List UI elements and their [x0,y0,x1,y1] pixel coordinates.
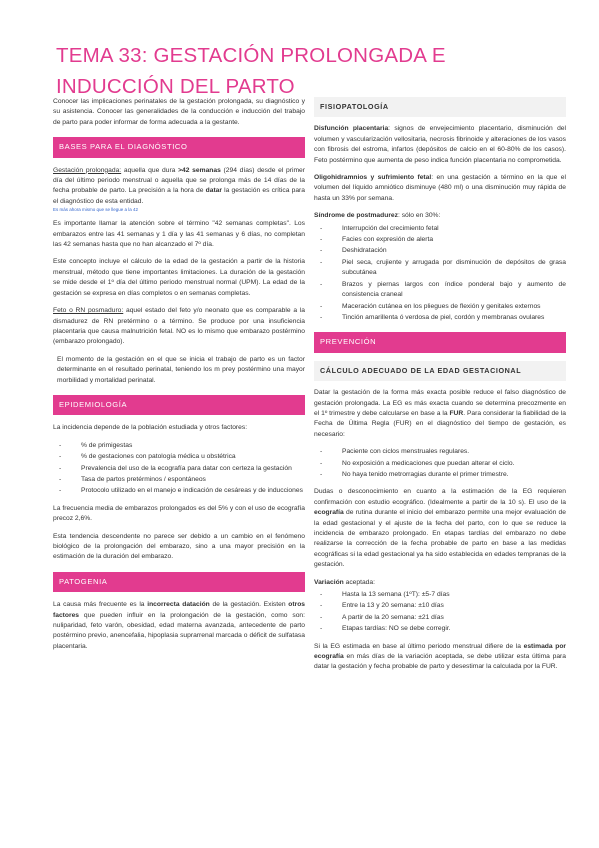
list-item: - A partir de la 20 semana: ±21 días [314,613,566,623]
patogenia-paragraph [53,600,305,652]
variacion-list [314,590,566,635]
bold-span: datar [205,187,222,195]
variacion-label [314,578,566,588]
prevencion-p1 [314,388,566,440]
list-item: - Etapas tardías: NO se debe corregir. [314,624,566,634]
section-header-prevencion: PREVENCIÓN [314,332,566,352]
text-span: Dudas o desconocimiento en cuanto a la estimación de la EG requieren confirmación con estudio ecográfico. (Idealmente a partir de la 10 s). El uso de la [314,488,566,506]
text-span: de rutina durante el inicio del embarazo permite una mejor evaluación de la edad gestacional y el ajuste de la fecha del parto, con lo que se reduce la incidencia de embarazo prolongado. En etapas tardías del embarazo no debe realizarse la corrección de la fecha probable de parto en base a las medidas ecográficas si la edad gestacional ya ha sido establecida en edades tempranas de la gestación. [314,509,566,569]
section-header-fisiopatologia: FISIOPATOLOGÍA [314,97,566,117]
text-span: aquel estado del feto y/o neonato que es comparable a la dismadurez de RN pretérmino o a término. Se produce por una insuficiencia placentaria que causa malnutrición fetal. NO es lo mismo que embarazo postérmino (embarazo prolongado). [53,307,305,346]
intro-paragraph: Conocer las implicaciones perinatales de la gestación prolongada, su diagnóstico y su asistencia. Conocer las generalidades de la conducción e inducción del trabajo de parto para poder informar de forma adecuada a la gestante. [53,98,305,126]
list-item: - Brazos y piernas largos con índice ponderal bajo y aumento de consistencia craneal [314,280,566,301]
list-item: - % de gestaciones con patología médica u obstétrica [53,452,305,462]
text-span: Si la EG estimada en base al último periodo menstrual difiere de la [314,642,524,650]
bold-span: Variación [314,578,344,586]
list-item: - Hasta la 13 semana (1ºT): ±5-7 días [314,590,566,600]
right-column [314,97,566,680]
diagnostico-p5: El momento de la gestación en el que se inicia el trabajo de parto es un factor determinante en el resultado perinatal, teniendo los m prey postérmino una mayor morbilidad y mortalidad perinatal. [57,355,305,384]
epidemiologia-p2: La frecuencia media de embarazos prolongados es del 5% y con el uso de ecografía precoz 2,6%. [53,504,305,523]
text-span: en más días de la variación aceptada, se debe utilizar esta última para datar la gestación y fecha probable de parto y desestimar la calculada por la FUR. [314,653,566,671]
left-column [53,97,305,659]
bold-span: otros factores [53,601,305,619]
list-item: - Protocolo utilizado en el manejo e indicación de cesáreas y de inducciones [53,486,305,496]
term-feto-posmaduro: Feto o RN posmaduro: [53,307,124,315]
diagnostico-p3: Este concepto incluye el cálculo de la edad de la gestación a partir de la historia menstrual, método que tiene importantes limitaciones. La duración de la gestación se mide desde el 1º día del último periodo menstrual normal (UPM). La edad de la gestación se expresa en días completos o en semanas completas. [53,258,305,297]
list-item: - Paciente con ciclos menstruales regulares. [314,447,566,457]
prevencion-p2 [314,487,566,570]
list-item: - Piel seca, crujiente y arrugada por disminución de depósitos de grasa subcutánea [314,258,566,279]
term-gestacion-prolongada: Gestación prolongada: [53,166,122,174]
text-span: La causa más frecuente es la [53,601,148,609]
bold-span: Síndrome de postmadurez [314,212,398,220]
diagnostico-p2: Es importante llamar la atención sobre el término "42 semanas completas". Los embarazos entre las 41 semanas y 1 día y las 41 semanas y 6 días, no completan las 42 semanas hasta que no han alcanzado el 7º día. [53,220,305,249]
list-item: - Entre la 13 y 20 semana: ±10 días [314,601,566,611]
postmadurez-list [314,224,566,324]
section-header-patogenia: PATOGENIA [53,572,305,592]
text-span: : en una gestación a término en la que el volumen del líquido amniótico disminuye (480 ml) o una disminución muy rápida de hasta un 33% por semana. [314,174,566,202]
epidemiologia-p1: La incidencia depende de la población estudiada y otros factores: [53,424,248,432]
list-item: - No exposición a medicaciones que puedan alterar el ciclo. [314,459,566,469]
epidemiologia-p3: Esta tendencia descendente no parece ser debido a un cambio en el fenómeno biológico de la prolongación del embarazo, sino a una mayor precisión en la estimación de la duración del embarazo. [53,532,305,561]
list-item: - Deshidratación [314,246,566,256]
diagnostico-p4 [53,306,305,348]
text-span: que pueden influir en la prolongación de la gestación, como son: nuliparidad, feto varón, obesidad, edad materna avanzada, antecedente de parto postérmino previo, anencefalia, hipoplasia suprarrenal marcada o déficit de sulfatasa placentaria. [53,611,305,650]
bold-span: FUR [449,409,464,417]
list-item: - No haya tenido metrorragias durante el primer trimestre. [314,470,566,480]
bold-span: >42 semanas [178,166,221,174]
list-item: - % de primigestas [53,441,305,451]
epidemiologia-list [53,441,305,497]
page-title: TEMA 33: GESTACIÓN PROLONGADA E INDUCCIÓN DEL PARTO [56,44,446,98]
section-header-epidemiologia: EPIDEMIOLOGÍA [53,395,305,415]
fisiopatologia-p3 [314,211,566,221]
list-item: - Facies con expresión de alerta [314,235,566,245]
fisiopatologia-p2 [314,173,566,204]
text-span: la gestación es crítica para el diagnóstico de esta entidad. [53,187,305,205]
text-span: (294 días) desde el primer día del último periodo menstrual o aquella que se prolonga más de 14 días de la fecha probable de parto. La precisión a la hora de [53,166,305,195]
handwritten-note: Es más ahora mismo que se llegue a la 42 [53,207,139,213]
subheader-calculo-eg: CÁLCULO ADECUADO DE LA EDAD GESTACIONAL [314,361,566,381]
fisiopatologia-p1 [314,124,566,166]
bold-span: ecografía [314,509,344,517]
list-item: - Prevalencia del uso de la ecografía para datar con certeza la gestación [53,464,305,474]
text-span: Datar la gestación de la forma más exacta posible reduce el falso diagnóstico de gestación prolongada. La EG es más exacta cuando se determina precozmente en el 1º trimestre y debe calcularse en base a la [314,389,566,417]
bold-span: Oligohidramnios y sufrimiento fetal [314,174,432,182]
bold-span: Disfunción placentaria [314,125,389,133]
text-span: . Para considerar la fiabilidad de la Fecha de Última Regla (FUR) en el diagnóstico del tiempo de gestación, es necesario: [314,409,566,438]
text-span: de la gestación. Existen [209,601,289,609]
bold-span: estimada por ecografía [314,642,567,661]
list-item: - Tinción amarillenta ó verdosa de piel, cordón y membranas ovulares [314,313,566,323]
text-span: : signos de envejecimiento placentario, disminución del volumen y vascularización vellositaria, necrosis fibrinoide y alteraciones de los vasos con fibrosis del estroma, infartos (depósitos de calcio en el 60-80% de los casos). Feto postérmino que aumenta de peso indica función placentaria no comprometida. [314,125,566,164]
text-span: : sólo en 30%: [397,212,441,220]
fur-requirements-list [314,447,566,480]
bold-span: incorrecta datación [147,601,210,609]
diagnostico-p1 [53,166,305,208]
list-item: - Tasa de partos pretérminos / espontáneos [53,475,305,485]
list-item: - Interrupción del crecimiento fetal [314,224,566,234]
text-span: aceptada: [343,578,375,586]
prevencion-p3 [314,642,566,673]
list-item: - Maceración cutánea en los pliegues de flexión y genitales externos [314,302,566,312]
text-span: aquella que dura [121,166,179,174]
section-header-diagnostico: BASES PARA EL DIAGNÓSTICO [53,137,305,157]
